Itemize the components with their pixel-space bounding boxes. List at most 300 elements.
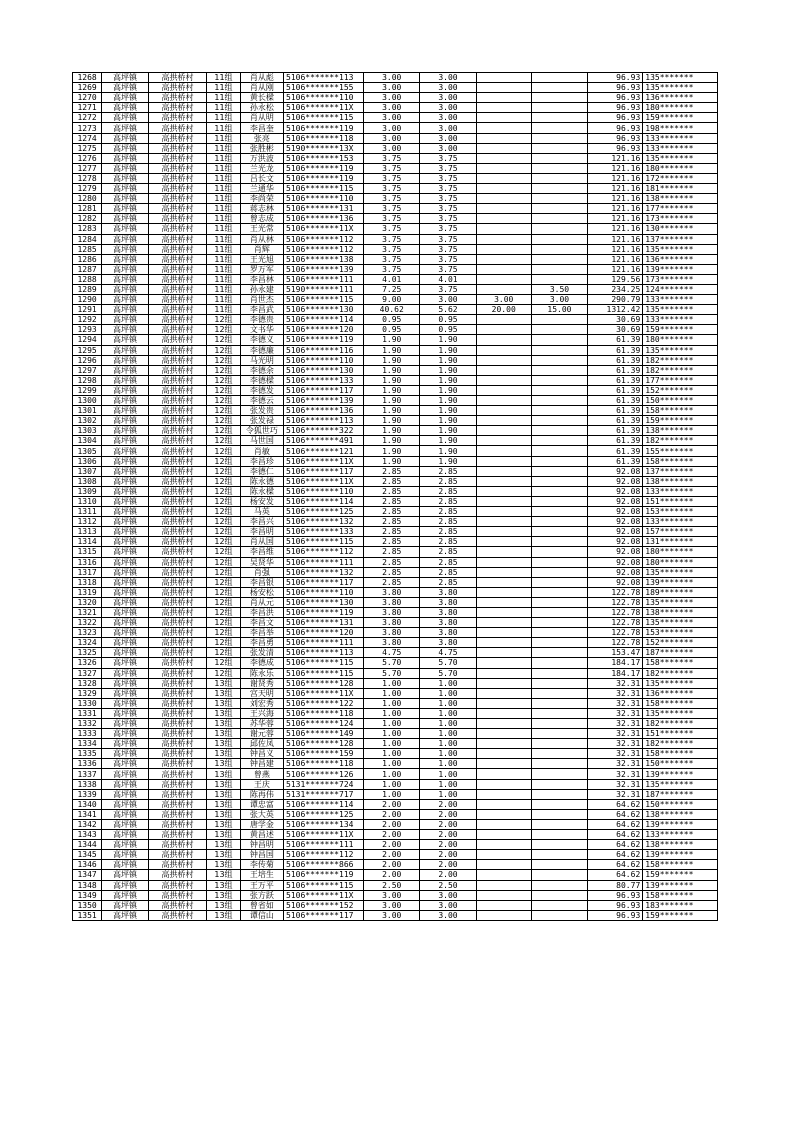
cell-phone: 173******* <box>643 214 718 224</box>
cell-village: 高拱桥村 <box>148 900 206 910</box>
cell-name: 文书华 <box>240 325 283 335</box>
cell-total-area: 3.00 <box>364 133 420 143</box>
cell-phone: 135******* <box>643 83 718 93</box>
cell-area-c <box>531 567 587 577</box>
cell-amount: 129.56 <box>588 274 643 284</box>
cell-area-b <box>476 618 531 628</box>
table-row <box>73 426 718 436</box>
cell-area-a: 1.90 <box>420 456 476 466</box>
cell-total-area: 3.00 <box>364 123 420 133</box>
cell-total-area: 3.00 <box>364 910 420 920</box>
cell-row-number: 1326 <box>73 658 102 668</box>
cell-name: 张胜彬 <box>240 143 283 153</box>
cell-village: 高拱桥村 <box>148 880 206 890</box>
cell-area-a: 2.00 <box>420 830 476 840</box>
cell-name: 肖从国 <box>240 537 283 547</box>
table-row <box>73 809 718 819</box>
cell-name: 王兴海 <box>240 708 283 718</box>
table-row <box>73 840 718 850</box>
cell-area-b <box>476 789 531 799</box>
cell-area-a: 3.80 <box>420 618 476 628</box>
cell-name: 陈永德 <box>240 476 283 486</box>
cell-town: 高坪镇 <box>102 305 149 315</box>
table-row <box>73 870 718 880</box>
table-body <box>73 73 718 921</box>
cell-area-b <box>476 769 531 779</box>
cell-group: 12组 <box>207 668 241 678</box>
table-row <box>73 184 718 194</box>
cell-group: 11组 <box>207 194 241 204</box>
cell-phone: 138******* <box>643 476 718 486</box>
cell-phone: 159******* <box>643 416 718 426</box>
cell-row-number: 1341 <box>73 809 102 819</box>
cell-amount: 96.93 <box>588 143 643 153</box>
cell-group: 12组 <box>207 638 241 648</box>
cell-village: 高拱桥村 <box>148 426 206 436</box>
cell-row-number: 1343 <box>73 830 102 840</box>
cell-id-number: 5106*******111 <box>284 274 364 284</box>
cell-area-b <box>476 527 531 537</box>
cell-total-area: 2.00 <box>364 860 420 870</box>
cell-name: 钟昌建 <box>240 759 283 769</box>
cell-amount: 121.16 <box>588 153 643 163</box>
cell-village: 高拱桥村 <box>148 274 206 284</box>
cell-area-a: 2.00 <box>420 860 476 870</box>
cell-phone: 180******* <box>643 547 718 557</box>
cell-row-number: 1279 <box>73 184 102 194</box>
cell-phone: 159******* <box>643 113 718 123</box>
cell-area-b <box>476 779 531 789</box>
cell-village: 高拱桥村 <box>148 729 206 739</box>
cell-row-number: 1270 <box>73 93 102 103</box>
cell-area-c <box>531 890 587 900</box>
cell-area-a: 2.85 <box>420 537 476 547</box>
cell-phone: 158******* <box>643 749 718 759</box>
cell-id-number: 5106*******115 <box>284 295 364 305</box>
cell-name: 王光旭 <box>240 254 283 264</box>
cell-id-number: 5106*******114 <box>284 496 364 506</box>
cell-amount: 96.93 <box>588 890 643 900</box>
cell-group: 12组 <box>207 385 241 395</box>
cell-phone: 152******* <box>643 385 718 395</box>
table-row <box>73 73 718 83</box>
cell-group: 13组 <box>207 759 241 769</box>
cell-id-number: 5106*******117 <box>284 910 364 920</box>
cell-group: 13组 <box>207 840 241 850</box>
cell-area-c <box>531 234 587 244</box>
cell-row-number: 1336 <box>73 759 102 769</box>
cell-total-area: 1.00 <box>364 749 420 759</box>
cell-amount: 96.93 <box>588 113 643 123</box>
cell-name: 肖辉 <box>240 244 283 254</box>
cell-phone: 138******* <box>643 426 718 436</box>
table-row <box>73 295 718 305</box>
cell-row-number: 1297 <box>73 365 102 375</box>
cell-area-b <box>476 496 531 506</box>
cell-area-b <box>476 719 531 729</box>
cell-total-area: 0.95 <box>364 325 420 335</box>
cell-area-a: 3.75 <box>420 204 476 214</box>
cell-town: 高坪镇 <box>102 537 149 547</box>
cell-id-number: 5106*******11X <box>284 890 364 900</box>
cell-area-b <box>476 547 531 557</box>
cell-area-c <box>531 749 587 759</box>
cell-area-a: 2.85 <box>420 567 476 577</box>
cell-area-b <box>476 244 531 254</box>
cell-amount: 96.93 <box>588 133 643 143</box>
cell-total-area: 3.00 <box>364 103 420 113</box>
cell-total-area: 1.90 <box>364 426 420 436</box>
cell-row-number: 1331 <box>73 708 102 718</box>
cell-group: 12组 <box>207 577 241 587</box>
cell-area-b <box>476 809 531 819</box>
cell-group: 13组 <box>207 809 241 819</box>
cell-group: 13组 <box>207 698 241 708</box>
cell-row-number: 1303 <box>73 426 102 436</box>
cell-name: 杨安发 <box>240 496 283 506</box>
cell-amount: 32.31 <box>588 729 643 739</box>
cell-group: 11组 <box>207 254 241 264</box>
cell-row-number: 1291 <box>73 305 102 315</box>
cell-phone: 155******* <box>643 446 718 456</box>
cell-area-c <box>531 456 587 466</box>
cell-area-a: 3.80 <box>420 638 476 648</box>
cell-name: 陈再伟 <box>240 789 283 799</box>
cell-area-b <box>476 315 531 325</box>
cell-area-c <box>531 577 587 587</box>
cell-area-c <box>531 355 587 365</box>
cell-area-c <box>531 547 587 557</box>
table-row <box>73 123 718 133</box>
cell-name: 李昌举 <box>240 628 283 638</box>
cell-amount: 61.39 <box>588 406 643 416</box>
cell-area-c <box>531 688 587 698</box>
cell-area-b <box>476 749 531 759</box>
cell-area-c <box>531 264 587 274</box>
cell-id-number: 5106*******116 <box>284 345 364 355</box>
cell-town: 高坪镇 <box>102 819 149 829</box>
cell-group: 13组 <box>207 890 241 900</box>
cell-id-number: 5106*******125 <box>284 809 364 819</box>
cell-phone: 150******* <box>643 759 718 769</box>
cell-row-number: 1268 <box>73 73 102 83</box>
cell-row-number: 1298 <box>73 375 102 385</box>
table-row <box>73 486 718 496</box>
cell-row-number: 1292 <box>73 315 102 325</box>
cell-phone: 133******* <box>643 486 718 496</box>
cell-area-a: 1.90 <box>420 416 476 426</box>
cell-area-c <box>531 446 587 456</box>
cell-name: 李德云 <box>240 396 283 406</box>
cell-phone: 135******* <box>643 73 718 83</box>
cell-group: 11组 <box>207 274 241 284</box>
cell-village: 高拱桥村 <box>148 224 206 234</box>
table-row <box>73 194 718 204</box>
cell-total-area: 1.00 <box>364 708 420 718</box>
table-row <box>73 83 718 93</box>
table-row <box>73 668 718 678</box>
cell-area-a: 1.90 <box>420 345 476 355</box>
cell-area-a: 1.00 <box>420 719 476 729</box>
cell-amount: 96.93 <box>588 73 643 83</box>
cell-area-b <box>476 638 531 648</box>
table-row <box>73 153 718 163</box>
cell-id-number: 5106*******131 <box>284 618 364 628</box>
cell-total-area: 1.90 <box>364 375 420 385</box>
cell-name: 曾志成 <box>240 214 283 224</box>
cell-id-number: 5106*******115 <box>284 537 364 547</box>
cell-village: 高拱桥村 <box>148 698 206 708</box>
cell-area-c <box>531 365 587 375</box>
table-row <box>73 688 718 698</box>
cell-name: 李昌武 <box>240 305 283 315</box>
cell-phone: 137******* <box>643 466 718 476</box>
cell-phone: 157******* <box>643 527 718 537</box>
cell-row-number: 1322 <box>73 618 102 628</box>
cell-row-number: 1309 <box>73 486 102 496</box>
cell-amount: 32.31 <box>588 698 643 708</box>
cell-amount: 96.93 <box>588 83 643 93</box>
cell-id-number: 5106*******111 <box>284 557 364 567</box>
cell-group: 11组 <box>207 173 241 183</box>
cell-village: 高拱桥村 <box>148 234 206 244</box>
cell-name: 万洪波 <box>240 153 283 163</box>
cell-total-area: 1.00 <box>364 698 420 708</box>
cell-area-b <box>476 729 531 739</box>
cell-town: 高坪镇 <box>102 315 149 325</box>
cell-total-area: 2.00 <box>364 830 420 840</box>
cell-group: 13组 <box>207 729 241 739</box>
cell-row-number: 1342 <box>73 819 102 829</box>
cell-amount: 92.08 <box>588 507 643 517</box>
cell-village: 高拱桥村 <box>148 335 206 345</box>
cell-row-number: 1351 <box>73 910 102 920</box>
cell-area-c <box>531 739 587 749</box>
cell-area-c <box>531 244 587 254</box>
cell-area-c <box>531 113 587 123</box>
cell-town: 高坪镇 <box>102 547 149 557</box>
cell-amount: 96.93 <box>588 123 643 133</box>
cell-group: 12组 <box>207 547 241 557</box>
cell-amount: 61.39 <box>588 416 643 426</box>
cell-area-b <box>476 830 531 840</box>
cell-village: 高拱桥村 <box>148 870 206 880</box>
cell-area-c <box>531 83 587 93</box>
cell-id-number: 5106*******159 <box>284 749 364 759</box>
cell-total-area: 1.00 <box>364 678 420 688</box>
cell-row-number: 1316 <box>73 557 102 567</box>
cell-area-a: 3.75 <box>420 244 476 254</box>
cell-town: 高坪镇 <box>102 113 149 123</box>
cell-group: 13组 <box>207 910 241 920</box>
cell-area-c <box>531 648 587 658</box>
cell-group: 13组 <box>207 819 241 829</box>
cell-town: 高坪镇 <box>102 163 149 173</box>
cell-area-c <box>531 214 587 224</box>
cell-row-number: 1340 <box>73 799 102 809</box>
cell-row-number: 1300 <box>73 396 102 406</box>
cell-group: 12组 <box>207 315 241 325</box>
cell-id-number: 5106*******115 <box>284 184 364 194</box>
table-row <box>73 658 718 668</box>
cell-area-b <box>476 890 531 900</box>
cell-amount: 121.16 <box>588 194 643 204</box>
cell-area-a: 3.00 <box>420 83 476 93</box>
cell-row-number: 1334 <box>73 739 102 749</box>
cell-id-number: 5106*******110 <box>284 587 364 597</box>
table-row <box>73 93 718 103</box>
cell-group: 12组 <box>207 426 241 436</box>
cell-town: 高坪镇 <box>102 729 149 739</box>
cell-village: 高拱桥村 <box>148 466 206 476</box>
cell-area-a: 3.00 <box>420 73 476 83</box>
cell-area-c <box>531 587 587 597</box>
cell-town: 高坪镇 <box>102 133 149 143</box>
cell-area-a: 2.00 <box>420 850 476 860</box>
cell-row-number: 1275 <box>73 143 102 153</box>
cell-area-c <box>531 799 587 809</box>
table-row <box>73 264 718 274</box>
cell-area-c <box>531 638 587 648</box>
cell-name: 刘宏秀 <box>240 698 283 708</box>
cell-row-number: 1296 <box>73 355 102 365</box>
cell-row-number: 1328 <box>73 678 102 688</box>
table-row <box>73 476 718 486</box>
cell-amount: 64.62 <box>588 840 643 850</box>
cell-total-area: 2.85 <box>364 547 420 557</box>
cell-name: 肖从刚 <box>240 83 283 93</box>
cell-village: 高拱桥村 <box>148 355 206 365</box>
cell-amount: 32.31 <box>588 779 643 789</box>
cell-phone: 131******* <box>643 537 718 547</box>
cell-area-c <box>531 628 587 638</box>
cell-area-a: 4.75 <box>420 648 476 658</box>
cell-area-c <box>531 860 587 870</box>
cell-area-c <box>531 173 587 183</box>
table-row <box>73 708 718 718</box>
cell-total-area: 2.85 <box>364 507 420 517</box>
cell-phone: 182******* <box>643 436 718 446</box>
cell-id-number: 5106*******120 <box>284 325 364 335</box>
cell-name: 钟昌明 <box>240 840 283 850</box>
table-row <box>73 385 718 395</box>
cell-area-a: 3.75 <box>420 214 476 224</box>
cell-town: 高坪镇 <box>102 224 149 234</box>
cell-id-number: 5106*******111 <box>284 840 364 850</box>
cell-amount: 32.31 <box>588 739 643 749</box>
cell-id-number: 5106*******138 <box>284 254 364 264</box>
cell-row-number: 1288 <box>73 274 102 284</box>
cell-total-area: 1.00 <box>364 779 420 789</box>
cell-phone: 139******* <box>643 819 718 829</box>
cell-name: 李德余 <box>240 365 283 375</box>
cell-row-number: 1277 <box>73 163 102 173</box>
cell-amount: 32.31 <box>588 759 643 769</box>
cell-name: 李昌文 <box>240 618 283 628</box>
cell-town: 高坪镇 <box>102 214 149 224</box>
cell-phone: 139******* <box>643 264 718 274</box>
cell-id-number: 5106*******11X <box>284 224 364 234</box>
table-row <box>73 284 718 294</box>
cell-phone: 135******* <box>643 305 718 315</box>
table-row <box>73 325 718 335</box>
cell-area-b <box>476 123 531 133</box>
cell-phone: 130******* <box>643 224 718 234</box>
cell-area-c <box>531 719 587 729</box>
cell-village: 高拱桥村 <box>148 194 206 204</box>
cell-area-b <box>476 103 531 113</box>
cell-row-number: 1325 <box>73 648 102 658</box>
cell-name: 陈永樑 <box>240 486 283 496</box>
cell-phone: 198******* <box>643 123 718 133</box>
cell-village: 高拱桥村 <box>148 537 206 547</box>
table-row <box>73 880 718 890</box>
cell-phone: 136******* <box>643 688 718 698</box>
table-row <box>73 456 718 466</box>
cell-area-b <box>476 476 531 486</box>
cell-total-area: 2.85 <box>364 496 420 506</box>
table-row <box>73 850 718 860</box>
cell-group: 12组 <box>207 406 241 416</box>
cell-name: 李德仁 <box>240 466 283 476</box>
cell-town: 高坪镇 <box>102 173 149 183</box>
cell-area-a: 1.00 <box>420 678 476 688</box>
cell-town: 高坪镇 <box>102 779 149 789</box>
cell-town: 高坪镇 <box>102 648 149 658</box>
cell-area-b <box>476 910 531 920</box>
cell-id-number: 5190*******111 <box>284 284 364 294</box>
cell-group: 12组 <box>207 365 241 375</box>
cell-row-number: 1283 <box>73 224 102 234</box>
cell-name: 李昌珍 <box>240 456 283 466</box>
cell-amount: 92.08 <box>588 496 643 506</box>
cell-area-c <box>531 900 587 910</box>
cell-total-area: 3.80 <box>364 597 420 607</box>
cell-area-a: 3.75 <box>420 163 476 173</box>
cell-town: 高坪镇 <box>102 628 149 638</box>
cell-row-number: 1307 <box>73 466 102 476</box>
cell-id-number: 5106*******110 <box>284 194 364 204</box>
cell-area-c <box>531 759 587 769</box>
cell-id-number: 5106*******110 <box>284 486 364 496</box>
cell-area-c <box>531 496 587 506</box>
cell-name: 李德义 <box>240 335 283 345</box>
table-row <box>73 739 718 749</box>
cell-phone: 158******* <box>643 860 718 870</box>
cell-area-c <box>531 668 587 678</box>
cell-area-b <box>476 486 531 496</box>
cell-amount: 30.69 <box>588 325 643 335</box>
cell-phone: 182******* <box>643 739 718 749</box>
cell-amount: 92.08 <box>588 517 643 527</box>
cell-area-b <box>476 456 531 466</box>
cell-row-number: 1312 <box>73 517 102 527</box>
cell-phone: 180******* <box>643 163 718 173</box>
cell-area-a: 2.00 <box>420 840 476 850</box>
cell-amount: 61.39 <box>588 355 643 365</box>
cell-row-number: 1306 <box>73 456 102 466</box>
cell-town: 高坪镇 <box>102 577 149 587</box>
cell-town: 高坪镇 <box>102 194 149 204</box>
cell-area-c <box>531 416 587 426</box>
cell-phone: 158******* <box>643 456 718 466</box>
cell-town: 高坪镇 <box>102 870 149 880</box>
cell-phone: 135******* <box>643 618 718 628</box>
cell-amount: 92.08 <box>588 476 643 486</box>
cell-village: 高拱桥村 <box>148 103 206 113</box>
cell-group: 12组 <box>207 476 241 486</box>
cell-group: 13组 <box>207 708 241 718</box>
